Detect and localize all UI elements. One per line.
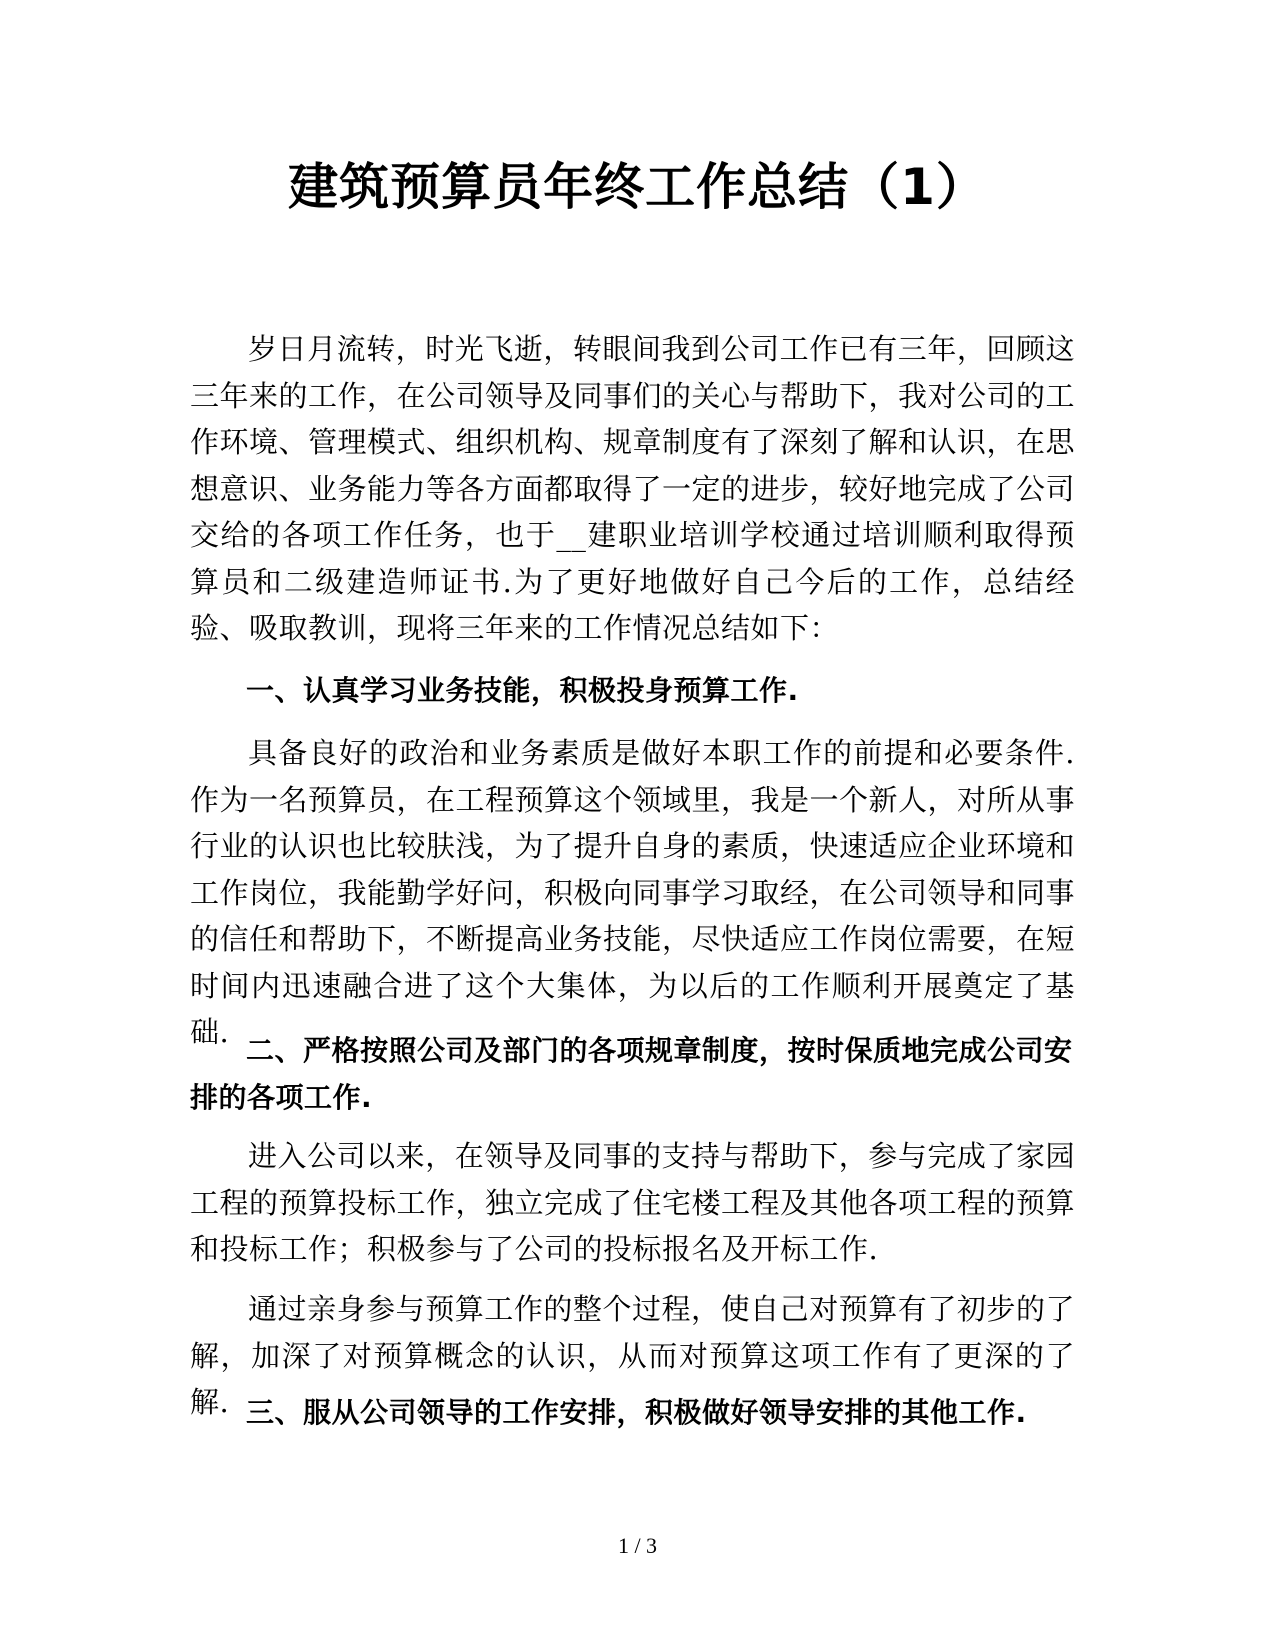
section-heading-2: 二、严格按照公司及部门的各项规章制度，按时保质地完成公司安排的各项工作. (190, 1034, 1073, 1114)
section-2-paragraph-2: 通过亲身参与预算工作的整个过程，使自己对预算有了初步的了解，加深了对预算概念的认识，从而对预算这项工作有了更深的了解. (190, 1292, 1075, 1419)
section-1-paragraph: 具备良好的政治和业务素质是做好本职工作的前提和必要条件.作为一名预算员，在工程预算这个领域里，我是一个新人，对所从事行业的认识也比较肤浅，为了提升自身的素质，快速适应企业环境和工作岗位，我能勤学好问，积极向同事学习取经，在公司领导和同事的信任和帮助下，不断提高业务技能，尽快适应工作岗位需要，在短时间内迅速融合进了这个大集体，为以后的工作顺利开展奠定了基础. (190, 736, 1076, 1049)
section-2-paragraph-1: 进入公司以来，在领导及同事的支持与帮助下，参与完成了家园工程的预算投标工作，独立完成了住宅楼工程及其他各项工程的预算和投标工作；积极参与了公司的投标报名及开标工作. (190, 1139, 1076, 1266)
section-heading-1: 一、认真学习业务技能，积极投身预算工作. (246, 674, 799, 707)
section-heading-3: 三、服从公司领导的工作安排，积极做好领导安排的其他工作. (246, 1396, 1027, 1429)
intro-paragraph: 岁日月流转，时光飞逝，转眼间我到公司工作已有三年，回顾这三年来的工作，在公司领导及同事们的关心与帮助下，我对公司的工作环境、管理模式、组织机构、规章制度有了深刻了解和认识，在思想意识、业务能力等各方面都取得了一定的进步，较好地完成了公司交给的各项工作任务，也于__建职业培训学校通过培训顺利取得预算员和二级建造师证书.为了更好地做好自己今后的工作，总结经验、吸取教训，现将三年来的工作情况总结如下： (190, 332, 1076, 645)
document-title: 建筑预算员年终工作总结（1） (288, 158, 987, 216)
page-number: 1 / 3 (617, 1533, 658, 1558)
